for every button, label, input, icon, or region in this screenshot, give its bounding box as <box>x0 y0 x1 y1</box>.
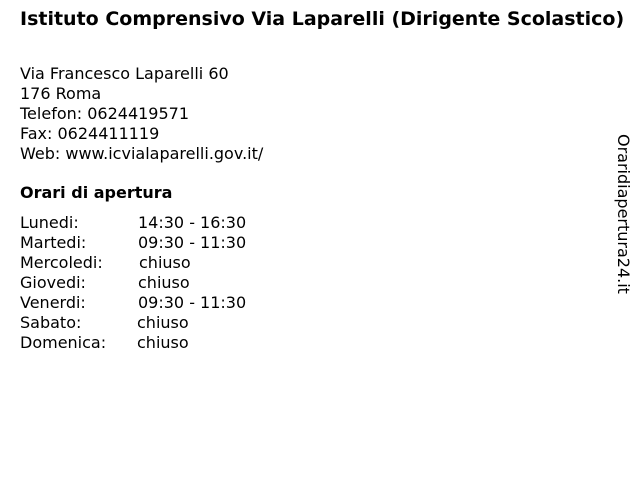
site-watermark-text: Oraridiapertura24.it <box>614 134 633 294</box>
time-value: 09:30 - 11:30 <box>138 293 247 312</box>
time-value: chiuso <box>139 253 191 272</box>
opening-hours-heading: Orari di apertura <box>20 183 173 202</box>
phone-number: Telefon: 0624419571 <box>20 104 190 123</box>
day-label: Sabato: <box>20 313 82 332</box>
site-watermark <box>612 134 634 314</box>
time-value: chiuso <box>137 333 189 352</box>
contact-info <box>20 64 263 164</box>
fax-number: Fax: 0624411119 <box>20 124 160 143</box>
street-address: Via Francesco Laparelli 60 <box>20 64 229 83</box>
day-label: Mercoledi: <box>20 253 103 272</box>
day-label: Martedi: <box>20 233 87 252</box>
time-value: 14:30 - 16:30 <box>138 213 247 232</box>
day-label: Domenica: <box>20 333 107 352</box>
city-address: 176 Roma <box>20 84 102 103</box>
day-label: Lunedi: <box>20 213 79 232</box>
day-label: Giovedi: <box>20 273 86 292</box>
day-label: Venerdi: <box>20 293 86 312</box>
time-value: chiuso <box>137 313 189 332</box>
page-title: Istituto Comprensivo Via Laparelli (Dirigente Scolastico) <box>20 8 625 30</box>
time-value: chiuso <box>138 273 190 292</box>
website: Web: www.icvialaparelli.gov.it/ <box>20 144 264 163</box>
time-value: 09:30 - 11:30 <box>138 233 247 252</box>
